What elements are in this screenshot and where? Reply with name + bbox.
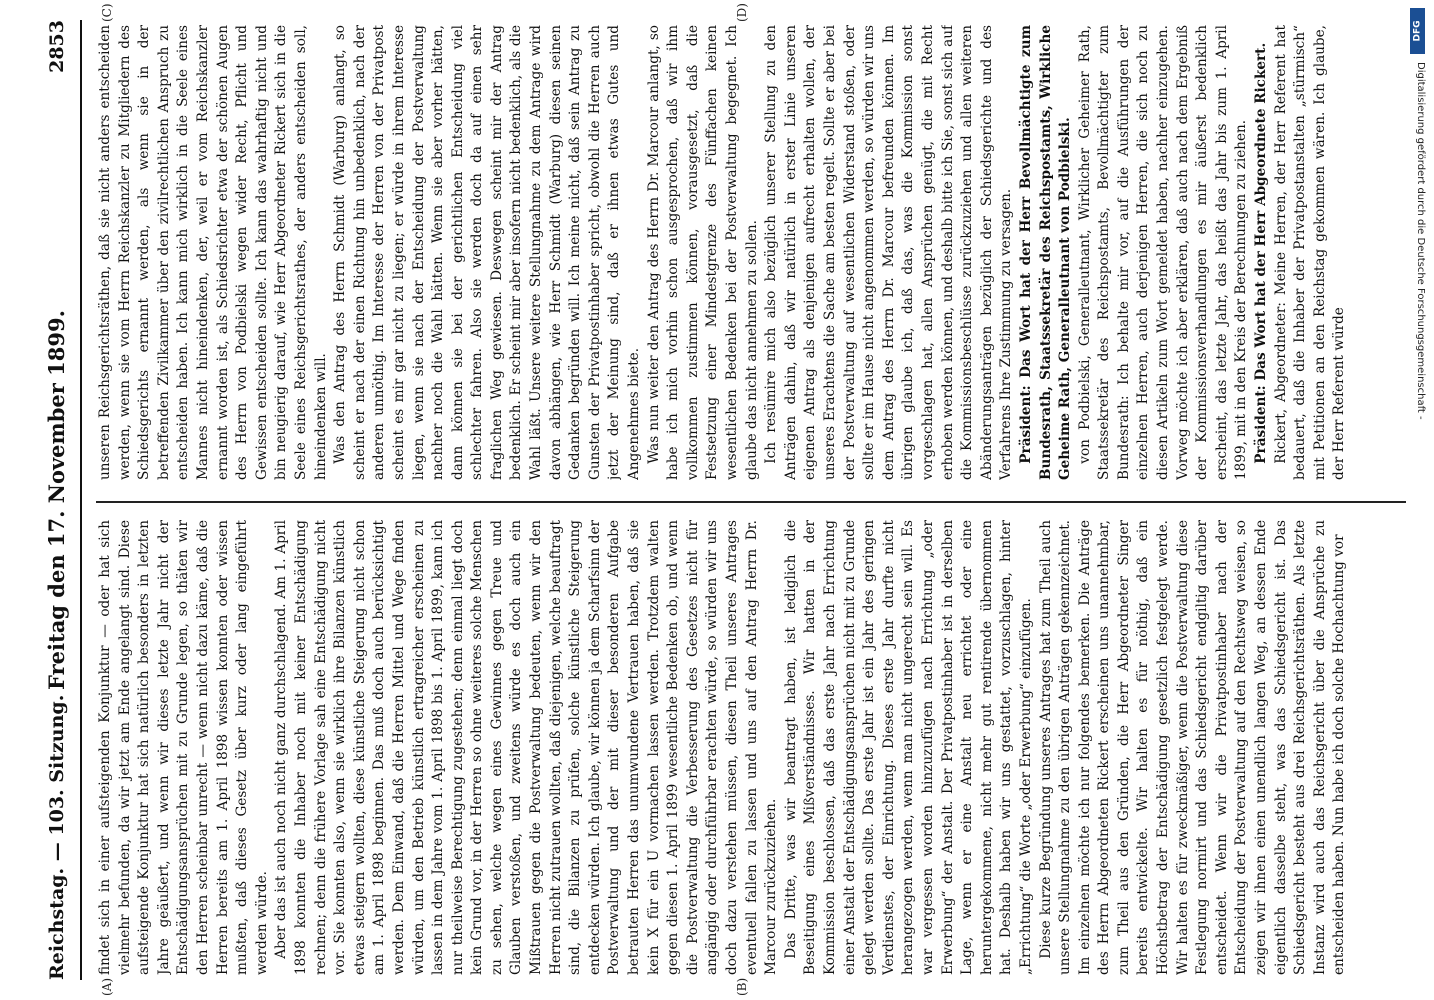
margin-letter-a: (A) [100, 977, 114, 996]
column-divider [96, 502, 1406, 504]
paragraph: Diese kurze Begründung unseres Antrages hat zum Theil auch unsere Stellungnahme zu den übrigen Anträgen gekennzeichnet. Im einzelnen möchte ich nur folgendes bemerken. Die Anträge des Herrn Abgeordneten Rickert erscheinen uns unannehmbar, zum Theil aus den Gründen, die Herr Abgeordneter Singer bereits entwickelte. Wir halten es für nöthig, daß ein Höchstbetrag der Entschädigung gesetzlich festgelegt werde. Wir halten es für zweckmäßiger, wenn die Postverwaltung diese Festlegung normirt und das Schiedsgericht endgiltig darüber entscheidet. Wenn wir die Privatpostinhaber nach der Entscheidung der Postverwaltung auf den Rechtsweg weisen, so zeigen wir ihnen einen unendlich langen Weg, an dessen Ende eigentlich dasselbe steht, was das Schiedsgericht ist. Das Schiedsgericht besteht aus drei Reichsgerichtsräthen. Als letzte Instanz wird auch das Reichsgericht über die Ansprüche zu entscheiden haben. Nun habe ich doch solche Hochachtung vor [1037, 520, 1348, 975]
header-rule [80, 20, 82, 980]
paragraph: Präsident: Das Wort hat der Herr Bevollmächtigte zum Bundesrath, Staatssekretär des Reichspostamts, Wirkliche Geheime Rath, Generalleutnant von Podbielski. [1017, 25, 1074, 480]
paragraph: unseren Reichsgerichtsräthen, daß sie nicht anders entscheiden werden, wenn sie vom Herrn Reichskanzler zu Mitgliedern des Schiedsgerichts ernannt werden, als wenn sie in der betreffenden Zivilkammer über den zivilrechtlichen Anspruch zu entscheiden haben. Ich kann mich wirklich in die Seele eines Mannes nicht hineindenken, der, weil er vom Reichskanzler ernannt worden ist, als Schiedsrichter etwa der schönen Augen des Herrn von Podbielski wegen wider Recht, Pflicht und Gewissen entscheiden sollte. Ich kann das wahrhaftig nicht und bin neugierig darauf, wie Herr Abgeordneter Rickert sich in die Seele eines Reichsgerichtsrathes, der anders entscheiden soll, hineindenken will. [97, 25, 329, 480]
paragraph: Ich resümire mich also bezüglich unserer Stellung zu den Anträgen dahin, daß wir natürlich in erster Linie unseren eigenen Antrag als denjenigen aufrecht erhalten wollen, der unseres Erachtens die Sache am besten regelt. Sollte er aber bei der Postverwaltung auf wesentlichen Widerstand stoßen, oder sollte er im Hause nicht angenommen werden, so würden wir uns dem Antrag des Herrn Dr. Marcour befreunden können. Im übrigen glaube ich, daß das, was die Kommission sonst vorgeschlagen hat, allen Ansprüchen genügt, die mit Recht erhoben werden können, und deshalb bitte ich Sie, sonst sich auf die Kommissionsbeschlüsse zurückzuziehen und allen weiteren Abänderungsanträgen bezüglich der Schiedsgerichte und des Verfahrens Ihre Zustimmung zu versagen. [763, 25, 1015, 480]
paragraph: Was den Antrag des Herrn Schmidt (Warburg) anlangt, so scheint er nach der einen Richtung hin unbedenklich, nach der anderen unnöthig. Im Interesse der Herren von der Privatpost scheint es mir gar nicht zu liegen; er würde in ihrem Interesse liegen, wenn sie nach der Entscheidung der Postverwaltung nachher noch die Wahl hätten. Wenn sie aber vorher hätten, dann können sie bei der gerichtlichen Entscheidung viel schlechter fahren. Also sie werden doch da auf einen sehr fraglichen Weg gewiesen. Deswegen scheint mir der Antrag bedenklich. Er scheint mir aber insofern nicht bedenklich, als die Wahl läßt. Unsere weitere Stellungnahme zu dem Antrage wird davon abhängen, wie Herr Schmidt (Warburg) diesen seinen Gedanken begründen will. Ich meine nicht, daß sein Antrag zu Gunsten der Privatpostinhaber spricht, obwohl die Herren auch jetzt der Meinung sind, daß er ihnen etwas Gutes und Angenehmes biete. [332, 25, 643, 480]
paragraph: Aber das ist auch noch nicht ganz durchschlagend. Am 1. April 1898 konnten die Inhaber noch mit keiner Entschädigung rechnen; denn die frühere Vorlage sah eine Entschädigung nicht vor. Sie konnten also, wenn sie wirklich ihre Bilanzen künstlich etwas steigern wollten, diese künstliche Steigerung nicht schon am 1. April 1898 beginnen. Das muß doch auch berücksichtigt werden. Dem Einwand, daß die Herren Mittel und Wege finden würden, um den Betrieb künstlich ertragreicher erscheinen zu lassen in dem Jahre vom 1. April 1898 bis 1. April 1899, kann ich nur theilweise Berechtigung zugestehen; denn einmal liegt doch kein Grund vor, in der Herren so ohne weiteres solche Menschen zu sehen, welche wegen eines Gewinnes gegen Treue und Glauben verstoßen, und zweitens würde es doch auch ein Mißtrauen gegen die Postverwaltung bedeuten, wenn wir den Herren nicht zutrauen wollten, daß diejenigen, welche beauftragt sind, die Bilanzen zu prüfen, solche künstliche Steigerung entdecken würden. Ich glaube, wir können ja dem Scharfsinn der Postverwaltung und der mit dieser besonderen Aufgabe betrauten Herren das unumwundene Vertrauen haben, daß sie kein X für ein U vormachen lassen werden. Trotzdem walten gegen diesen 1. April 1899 wesentliche Bedenken ob, und wenn die Postverwaltung die Verbesserung des Gesetzes nicht für angängig oder durchführbar erachten würde, so würden wir uns doch dazu verstehen müssen, diesen Theil unseres Antrages eventuell fallen zu lassen und uns auf den Antrag Herrn Dr. Marcour zurückzuziehen. [273, 520, 780, 975]
paragraph: Präsident: Das Wort hat der Herr Abgeordnete Rickert. [1253, 42, 1270, 464]
paragraph: findet sich in einer aufsteigenden Konjunktur — oder hat sich vielmehr befunden, da wir jetzt am Ende angelangt sind. Diese aufsteigende Konjunktur hat sich natürlich besonders in letzten Jahre geäußert, und wenn wir dieses letzte Jahr nicht der Entschädigungsansprüchen mit zu Grunde legen, so thäten wir den Herren scheinbar unrecht — wenn nicht dazu käme, daß die Herren bereits am 1. April 1898 wissen konnten oder wissen mußten, daß dieses Gesetz über kurz oder lang eingeführt werden würde. [97, 520, 270, 975]
right-column [96, 25, 1406, 480]
header-date: Freitag den 17. November 1899. [44, 310, 69, 690]
header-session: Reichstag. — 103. Sitzung. [46, 694, 68, 980]
page-header [40, 20, 76, 980]
dfg-credit: Digitalisierung gefördert durch die Deutsche Forschungsgemeinschaft - [1415, 62, 1426, 420]
margin-letter-c: (C) [100, 3, 114, 22]
paragraph: Was nun weiter den Antrag des Herrn Dr. Marcour anlangt, so habe ich mich vorhin schon ausgesprochen, daß wir ihm vollkommen zustimmen können, vorausgesetzt, daß die Festsetzung einer Mindestgrenze des Fünffachen keinen wesentlichen Bedenken bei der Postverwaltung begegnet. Ich glaube das nicht annehmen zu sollen. [645, 25, 760, 480]
paragraph: Das Dritte, was wir beantragt haben, ist lediglich die Beseitigung eines Mißverständnisses. Wir hatten in der Kommission beschlossen, daß das erste Jahr nach Errichtung einer Anstalt der Entschädigungsansprüchen nicht mit zu Grunde gelegt werden sollte. Das erste Jahr ist ein Jahr des geringen Verdienstes, der Einrichtung. Dieses erste Jahr durfte nicht herangezogen werden, wenn man nicht ungerecht sein will. Es war vergessen worden hinzuzufügen nach Errichtung „oder Erwerbung“ der Anstalt. Der Privatpostinhaber ist in derselben Lage, wenn er eine Anstalt neu errichtet oder eine heruntergekommene, nicht mehr gut rentirende übernommen hat. Deshalb haben wir uns gestattet, vorzuschlagen, hinter „Errichtung“ die Worte „oder Erwerbung“ einzufügen. [782, 520, 1034, 975]
margin-letter-d: (D) [735, 3, 749, 22]
margin-letter-b: (B) [735, 977, 749, 996]
page-number: 2853 [46, 20, 68, 73]
left-column [96, 520, 1406, 975]
dfg-logo: DFG [1410, 8, 1425, 54]
paragraph: Rickert, Abgeordneter: Meine Herren, der Herr Referent hat bedauert, daß die Inhaber der Privatpostanstalten „stürmisch“ mit Petitionen an den Reichstag gekommen wären. Ich glaube, der Herr Referent würde [1272, 25, 1348, 480]
paragraph: von Podbielski, Generalleutnant, Wirklicher Geheimer Rath, Staatssekretär des Reichspostamts, Bevollmächtigter zum Bundesrath: Ich behalte mir vor, auf die Ausführungen der einzelnen Herren, auch derjenigen Herren, die sich noch zu diesen Artikeln zum Wort gemeldet haben, nachher einzugehen. Vorweg möchte ich aber erklären, daß auch nach dem Ergebniß der Kommissionsverhandlungen es mir äußerst bedenklich erscheint, das letzte Jahr, das heißt das Jahr bis zum 1. April 1899, mit in den Kreis der Berechnungen zu ziehen. [1076, 25, 1250, 480]
dfg-strip [1408, 0, 1428, 1000]
